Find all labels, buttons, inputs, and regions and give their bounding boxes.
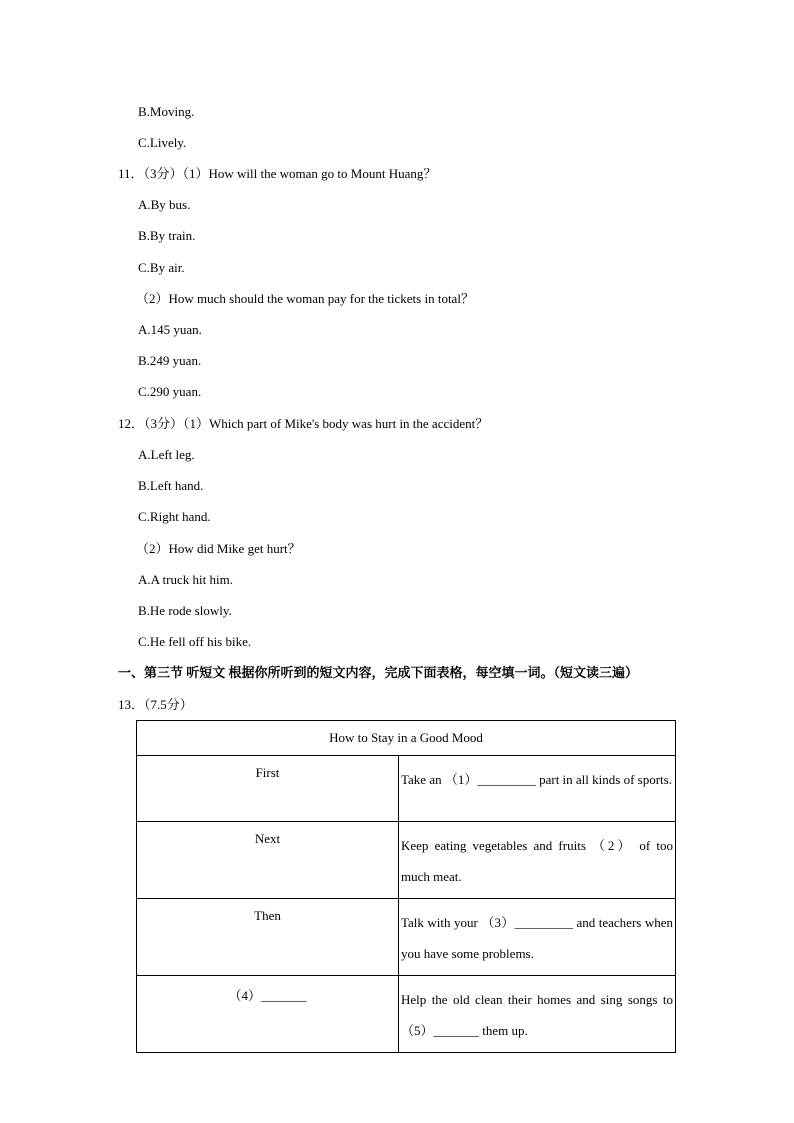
option-text: A.By bus. <box>138 197 191 212</box>
table-cell-step: （4）_______ <box>137 976 399 1053</box>
section-heading: 一、第三节 听短文 根据你所听到的短文内容，完成下面表格，每空填一词。（短文读三遍） <box>118 665 639 680</box>
table-cell-tip: Keep eating vegetables and fruits （2） of too much meat. <box>399 822 676 899</box>
table-cell-step: First <box>137 756 399 822</box>
table-cell-tip: Take an （1）_________ part in all kinds of sports. <box>399 756 676 822</box>
question-12: 12．（3分）（1）Which part of Mike's body was hurt in the accident？ <box>118 416 489 431</box>
table-cell-tip: Talk with your （3）_________ and teachers when you have some problems. <box>399 899 676 976</box>
option-text: A.145 yuan. <box>138 322 202 337</box>
question-13: 13．（7.5分） <box>118 697 193 712</box>
table-row <box>137 822 676 899</box>
mood-table <box>136 720 676 1053</box>
sub-question: （2）How much should the woman pay for the tickets in total？ <box>136 291 474 306</box>
option-text: B.249 yuan. <box>138 353 202 368</box>
question-11: 11．（3分）（1）How will the woman go to Mount Huang？ <box>118 166 437 181</box>
option-text: C.By air. <box>138 260 185 275</box>
table-cell-tip: Help the old clean their homes and sing songs to （5）_______ them up. <box>399 976 676 1053</box>
table-cell-step: Then <box>137 899 399 976</box>
option-text: B.Left hand. <box>138 478 204 493</box>
option-text: B.By train. <box>138 228 196 243</box>
option-text: B.He rode slowly. <box>138 603 232 618</box>
sub-question: （2）How did Mike get hurt？ <box>136 541 301 556</box>
option-text: C.Lively. <box>138 135 187 150</box>
option-text: A.A truck hit him. <box>138 572 233 587</box>
option-text: C.290 yuan. <box>138 384 202 399</box>
table-row <box>137 899 676 976</box>
table-row <box>137 976 676 1053</box>
table-cell-step: Next <box>137 822 399 899</box>
table-row <box>137 756 676 822</box>
option-text: B.Moving. <box>138 104 195 119</box>
table-title: How to Stay in a Good Mood <box>137 721 676 756</box>
option-text: A.Left leg. <box>138 447 195 462</box>
option-text: C.He fell off his bike. <box>138 634 252 649</box>
option-text: C.Right hand. <box>138 509 211 524</box>
